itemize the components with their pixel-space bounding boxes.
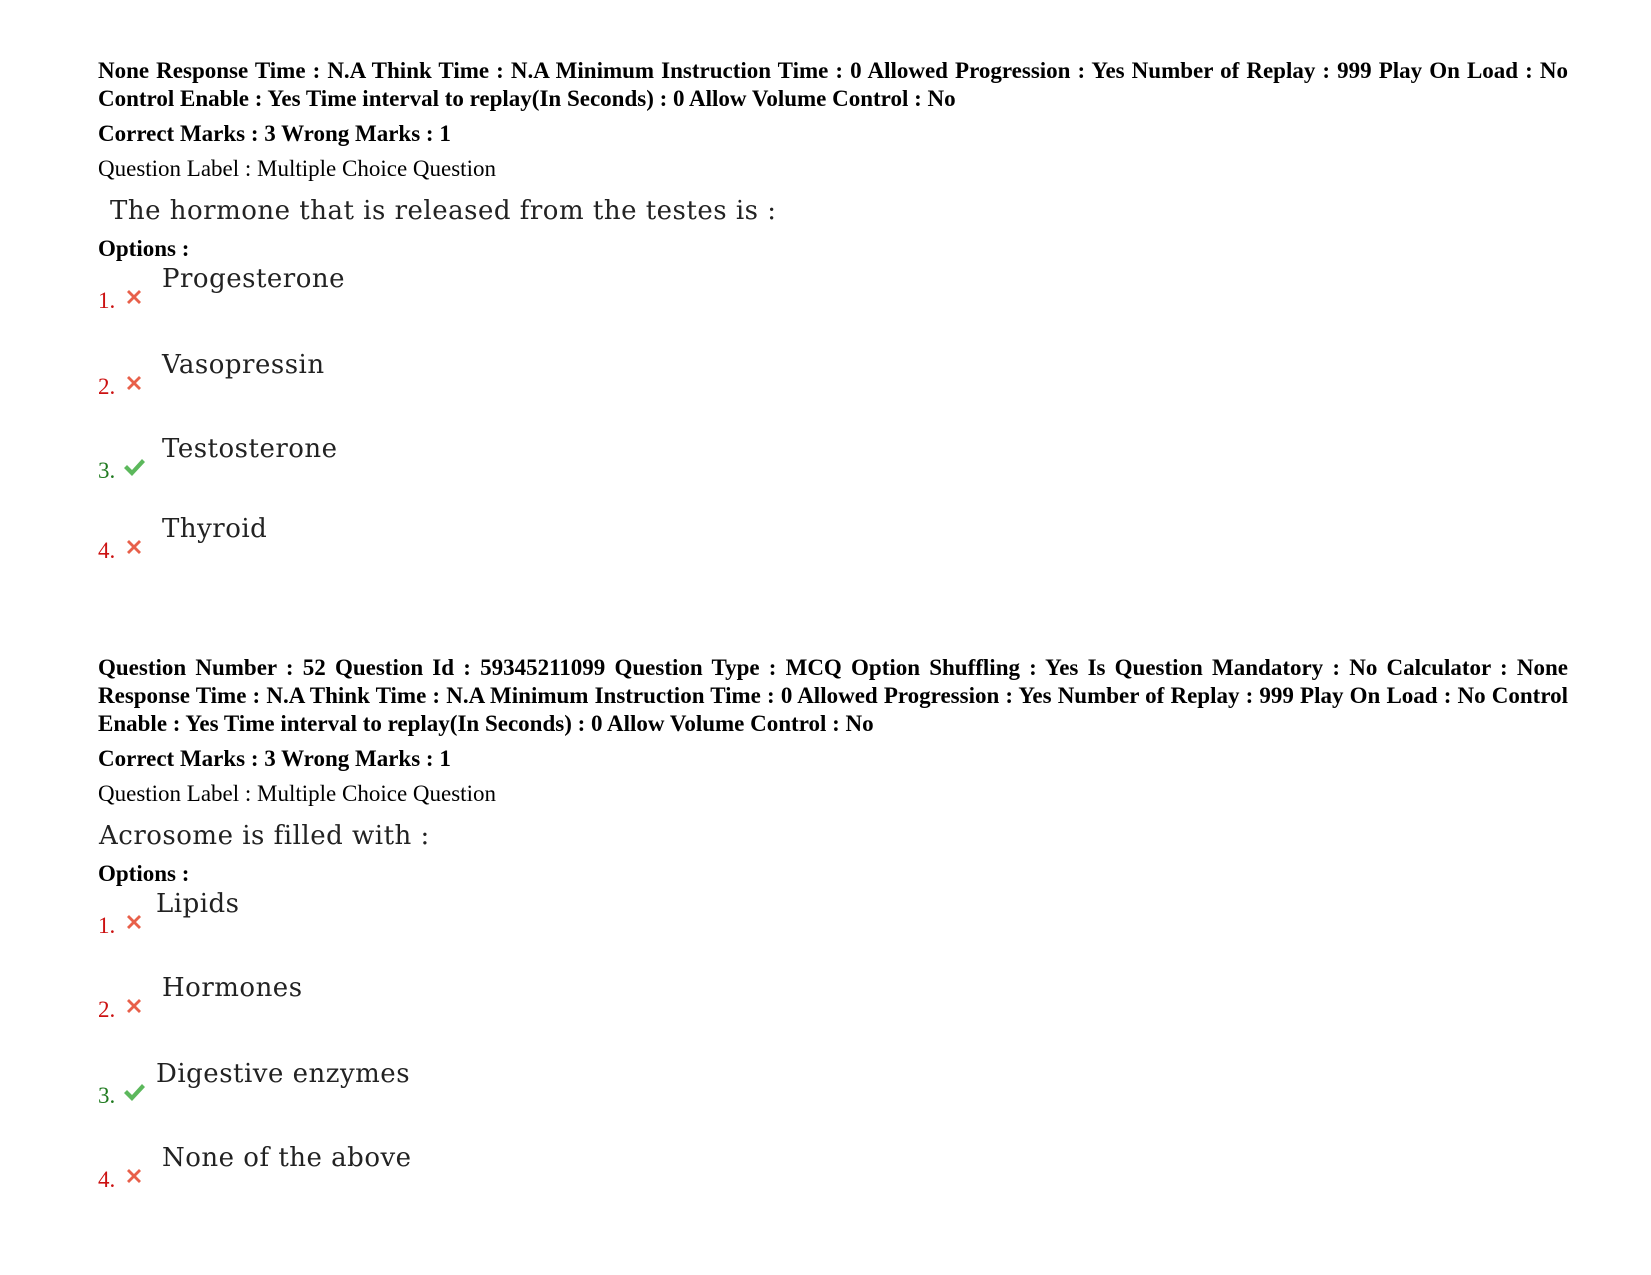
option-number: 2. <box>98 997 116 1022</box>
option-text: Vasopressin <box>162 350 325 380</box>
options-heading: Options : <box>98 236 190 261</box>
check-icon <box>122 1080 146 1104</box>
option-text: None of the above <box>162 1143 412 1173</box>
cross-icon <box>122 1164 146 1188</box>
cross-icon <box>122 285 146 309</box>
option-item <box>98 972 1568 1058</box>
cross-icon <box>122 910 146 934</box>
option-item <box>98 349 1568 433</box>
option-text: Lipids <box>156 889 240 919</box>
option-text: Digestive enzymes <box>156 1059 411 1089</box>
question-block-1 <box>98 57 1568 573</box>
option-text: Thyroid <box>162 514 268 544</box>
option-item <box>98 513 1568 573</box>
question-meta: Question Number : 52 Question Id : 59345211099 Question Type : MCQ Option Shuffling : Yes Is Question Mandatory : No Calculator : None Response Time : N.A Think Time : N.A Minimum Instruction Time : 0 Allowed Progression : Yes Number of Replay : 999 Play On Load : No Control Enable : Yes Time interval to replay(In Seconds) : 0 Allow Volume Control : No <box>98 655 1568 736</box>
question-stem: Acrosome is filled with : <box>99 821 430 851</box>
option-number: 4. <box>98 538 116 563</box>
question-marks: Correct Marks : 3 Wrong Marks : 1 <box>98 121 451 146</box>
option-item <box>98 888 1568 972</box>
question-label: Question Label : Multiple Choice Question <box>98 156 496 181</box>
option-number: 1. <box>98 288 116 313</box>
option-item <box>98 1142 1568 1202</box>
cross-icon <box>122 994 146 1018</box>
check-icon <box>122 455 146 479</box>
question-meta: None Response Time : N.A Think Time : N.A Minimum Instruction Time : 0 Allowed Progression : Yes Number of Replay : 999 Play On Load : No Control Enable : Yes Time interval to replay(In Seconds) : 0 Allow Volume Control : No <box>98 58 1568 111</box>
cross-icon <box>122 371 146 395</box>
option-item <box>98 263 1568 349</box>
options-heading: Options : <box>98 861 190 886</box>
question-marks: Correct Marks : 3 Wrong Marks : 1 <box>98 746 451 771</box>
option-item <box>98 433 1568 513</box>
option-text: Progesterone <box>162 264 345 294</box>
option-item <box>98 1058 1568 1142</box>
question-block-52 <box>98 654 1568 1202</box>
option-text: Hormones <box>162 973 303 1003</box>
option-number: 3. <box>98 1083 116 1108</box>
cross-icon <box>122 535 146 559</box>
question-stem: The hormone that is released from the testes is : <box>110 196 777 226</box>
question-label: Question Label : Multiple Choice Question <box>98 781 496 806</box>
option-text: Testosterone <box>162 434 338 464</box>
option-number: 2. <box>98 374 116 399</box>
option-number: 3. <box>98 458 116 483</box>
options-list <box>98 263 1568 573</box>
option-number: 4. <box>98 1167 116 1192</box>
options-list <box>98 888 1568 1202</box>
option-number: 1. <box>98 913 116 938</box>
